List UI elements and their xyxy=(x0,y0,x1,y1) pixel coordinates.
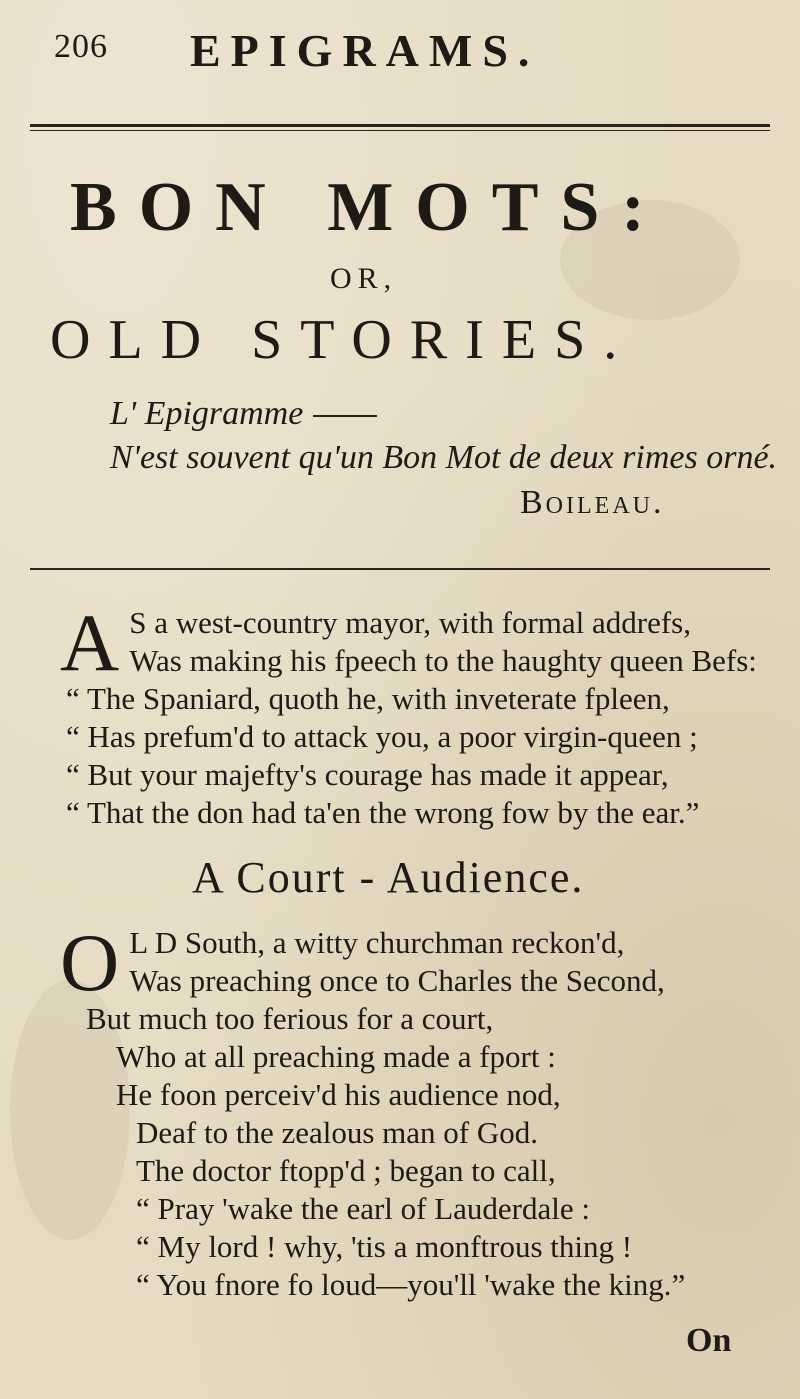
epigraph xyxy=(110,392,790,480)
poem-line: Was making his fpeech to the haughty queen Befs: xyxy=(129,643,757,678)
running-title: EPIGRAMS. xyxy=(190,25,540,76)
sub-title: OLD STORIES. xyxy=(50,309,636,371)
poem-line: Deaf to the zealous man of God. xyxy=(136,1115,539,1150)
drop-cap: A xyxy=(60,597,120,688)
poem-line: “ That the don had ta'en the wrong fow by the ear.” xyxy=(66,795,700,830)
epigraph-line-1 xyxy=(110,392,790,436)
poem-line: But much too ferious for a court, xyxy=(86,1001,494,1036)
poem-line: “ Has prefum'd to attack you, a poor virgin-queen ; xyxy=(66,719,698,754)
poem-line: “ My lord ! why, 'tis a monftrous thing ! xyxy=(136,1229,633,1264)
poem-line: “ The Spaniard, quoth he, with inveterate fpleen, xyxy=(66,681,670,716)
epigraph-dash xyxy=(313,415,377,417)
poem-line: Who at all preaching made a fport : xyxy=(116,1039,556,1074)
poem-line: He foon perceiv'd his audience nod, xyxy=(116,1077,561,1112)
main-title: BON MOTS: xyxy=(70,169,667,246)
poem-line: The doctor ftopp'd ; began to call, xyxy=(136,1153,556,1188)
epigraph-line-2: N'est souvent qu'un Bon Mot de deux rimes orné. xyxy=(110,439,778,476)
poem-line: L D South, a witty churchman reckon'd, xyxy=(129,925,625,960)
poem-court-audience xyxy=(60,917,780,1304)
poem-line: “ You fnore fo loud—you'll 'wake the king.” xyxy=(136,1267,686,1302)
title-or: OR, xyxy=(330,262,398,295)
running-head xyxy=(40,14,760,74)
poem-line: Was preaching once to Charles the Second, xyxy=(129,963,665,998)
epigraph-line-1-text: L' Epigramme xyxy=(110,395,304,432)
catchword: On xyxy=(686,1322,732,1359)
epigraph-attribution: Boileau. xyxy=(520,484,665,521)
poem-line: “ But your majefty's courage has made it appear, xyxy=(66,757,669,792)
poem-line: S a west-country mayor, with formal addrefs, xyxy=(129,605,691,640)
header-rule xyxy=(30,124,770,131)
section-heading: A Court - Audience. xyxy=(192,853,585,902)
poem-line: “ Pray 'wake the earl of Lauderdale : xyxy=(136,1191,590,1226)
drop-cap: O xyxy=(60,917,120,1008)
poem-mayor xyxy=(60,597,780,832)
section-rule xyxy=(30,568,770,570)
page-number: 206 xyxy=(54,28,108,65)
